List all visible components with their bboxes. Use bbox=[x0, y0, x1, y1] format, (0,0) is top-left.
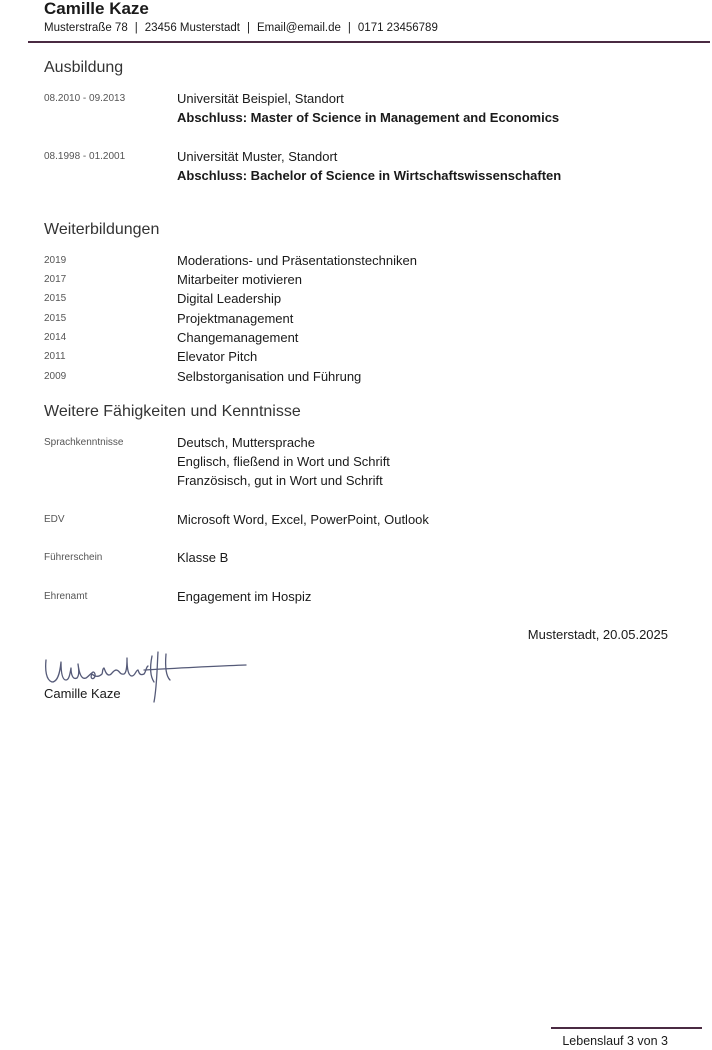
education-institution: Universität Beispiel, Standort bbox=[177, 91, 344, 106]
training-year: 2017 bbox=[44, 274, 67, 285]
section-title-training: Weiterbildungen bbox=[44, 221, 160, 238]
skill-label: EDV bbox=[44, 514, 65, 525]
training-year: 2015 bbox=[44, 313, 67, 324]
language-item: Englisch, fließend in Wort und Schrift bbox=[177, 454, 390, 469]
education-institution: Universität Muster, Standort bbox=[177, 149, 338, 164]
separator: | bbox=[247, 22, 250, 34]
training-entry bbox=[44, 367, 692, 386]
language-item: Französisch, gut in Wort und Schrift bbox=[177, 473, 383, 488]
training-entry bbox=[44, 347, 692, 366]
training-year: 2015 bbox=[44, 293, 67, 304]
email: Email@email.de bbox=[257, 22, 341, 34]
skill-value: Klasse B bbox=[177, 550, 229, 565]
applicant-name: Camille Kaze bbox=[44, 0, 149, 18]
footer-divider bbox=[551, 1027, 702, 1029]
separator: | bbox=[134, 22, 138, 34]
training-course: Elevator Pitch bbox=[177, 349, 258, 364]
skill-value: Engagement im Hospiz bbox=[177, 589, 312, 604]
contact-line bbox=[44, 21, 712, 35]
education-entry bbox=[44, 147, 692, 166]
skill-label: Führerschein bbox=[44, 552, 103, 563]
training-entry bbox=[44, 289, 692, 308]
place-date: Musterstadt, 20.05.2025 bbox=[527, 627, 668, 642]
signer-name: Camille Kaze bbox=[44, 686, 121, 701]
training-course: Selbstorganisation und Führung bbox=[177, 369, 362, 384]
section-title-education: Ausbildung bbox=[44, 59, 124, 76]
training-year: 2009 bbox=[44, 371, 67, 382]
training-course: Mitarbeiter motivieren bbox=[177, 272, 302, 287]
section-title-skills: Weitere Fähigkeiten und Kenntnisse bbox=[44, 403, 301, 420]
education-degree-row bbox=[44, 166, 692, 185]
skill-value: Microsoft Word, Excel, PowerPoint, Outlook bbox=[177, 512, 429, 527]
training-entry bbox=[44, 251, 692, 270]
separator: | bbox=[347, 22, 351, 34]
education-degree-row bbox=[44, 108, 692, 127]
street: Musterstraße 78 bbox=[44, 22, 128, 34]
training-course: Moderations- und Präsentationstechniken bbox=[177, 253, 417, 268]
training-year: 2011 bbox=[44, 351, 66, 362]
phone: 0171 23456789 bbox=[357, 22, 438, 34]
education-date: 08.2010 - 09.2013 bbox=[44, 93, 126, 104]
skill-label: Sprachkenntnisse bbox=[44, 437, 124, 448]
education-degree: Abschluss: Bachelor of Science in Wirtschaftswissenschaften bbox=[177, 168, 562, 183]
language-item: Deutsch, Muttersprache bbox=[177, 435, 316, 450]
page-indicator: Lebenslauf 3 von 3 bbox=[562, 1034, 668, 1048]
skill-languages bbox=[44, 433, 692, 452]
training-course: Changemanagement bbox=[177, 330, 299, 345]
training-course: Projektmanagement bbox=[177, 311, 294, 326]
skill-languages-row bbox=[44, 471, 692, 490]
skill-languages-row bbox=[44, 452, 692, 471]
skill-it bbox=[44, 510, 692, 529]
training-course: Digital Leadership bbox=[177, 291, 282, 306]
training-year: 2019 bbox=[44, 255, 67, 266]
cv-header bbox=[44, 0, 712, 35]
education-date: 08.1998 - 01.2001 bbox=[44, 151, 126, 162]
header-divider bbox=[28, 41, 710, 43]
training-entry bbox=[44, 328, 692, 347]
skill-license bbox=[44, 548, 692, 567]
education-entry bbox=[44, 89, 692, 108]
training-year: 2014 bbox=[44, 332, 67, 343]
skill-label: Ehrenamt bbox=[44, 591, 88, 602]
training-entry bbox=[44, 309, 692, 328]
training-entry bbox=[44, 270, 692, 289]
skill-volunteer bbox=[44, 587, 692, 606]
city: 23456 Musterstadt bbox=[144, 22, 240, 34]
education-degree: Abschluss: Master of Science in Management and Economics bbox=[177, 110, 560, 125]
